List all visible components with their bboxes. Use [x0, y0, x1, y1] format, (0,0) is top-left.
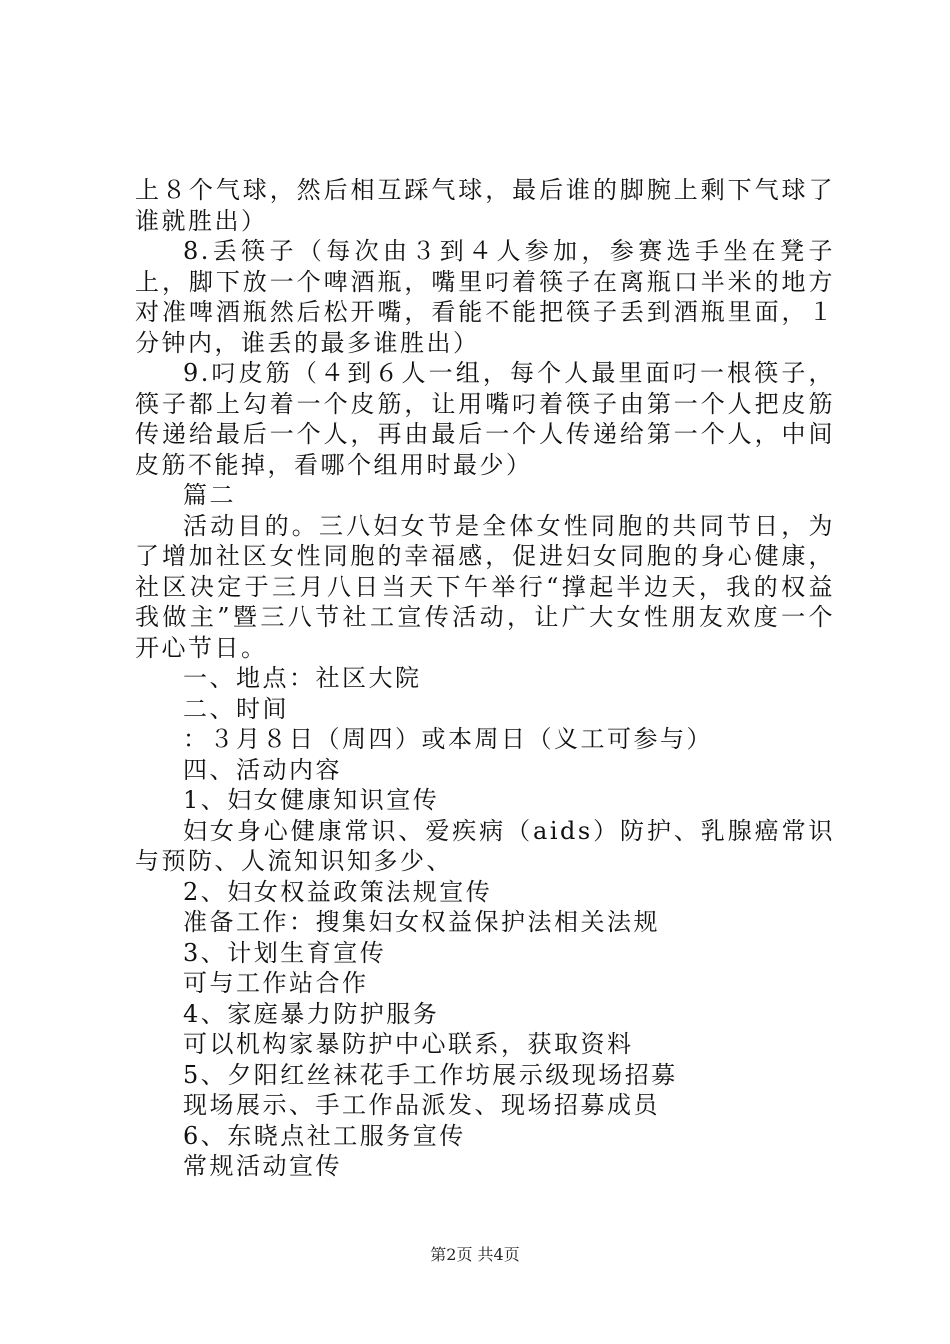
content-item-4-detail: 可以机构家暴防护中心联系，获取资料 [183, 1030, 634, 1058]
document-body [135, 175, 835, 1182]
content-item-6: 6、东晓点社工服务宣传 [183, 1121, 466, 1150]
content-item-3: 3、计划生育宣传 [183, 938, 387, 967]
item-location: 一、地点：社区大院 [183, 664, 422, 692]
paragraph-purpose: 活动目的。三八妇女节是全体女性同胞的共同节日，为了增加社区女性同胞的幸福感，促进妇女同胞的身心健康，社区决定于三月八日当天下午举行“撑起半边天，我的权益我做主”暨三八节社工宣传活动，让广大女性朋友欢度一个开心节日。 [135, 511, 835, 662]
content-item-5: 5、夕阳红丝袜花手工作坊展示级现场招募 [183, 1060, 678, 1089]
content-item-6-detail: 常规活动宣传 [183, 1152, 342, 1180]
content-item-2: 2、妇女权益政策法规宣传 [183, 877, 493, 906]
content-item-2-detail: 准备工作：搜集妇女权益保护法相关法规 [183, 908, 660, 936]
item-time-heading: 二、时间 [183, 694, 289, 723]
content-item-3-detail: 可与工作站合作 [183, 969, 369, 997]
page-number-footer: 第2页 共4页 [430, 1245, 520, 1264]
content-item-4: 4、家庭暴力防护服务 [183, 999, 440, 1028]
paragraph-2: 8.丢筷子（每次由３到４人参加，参赛选手坐在凳子上，脚下放一个啤酒瓶，嘴里叼着筷子在离瓶口半米的地方对准啤酒瓶然后松开嘴，看能不能把筷子丢到酒瓶里面，１分钟内，谁丢的最多谁胜出） [135, 237, 835, 357]
section-heading: 篇二 [183, 481, 236, 509]
content-item-1: 1、妇女健康知识宣传 [183, 786, 440, 814]
item-content-heading: 四、活动内容 [183, 755, 342, 784]
content-item-5-detail: 现场展示、手工作品派发、现场招募成员 [183, 1091, 660, 1119]
item-time-value: ：３月８日（周四）或本周日（义工可参与） [183, 725, 713, 753]
content-item-1-detail: 妇女身心健康常识、爱疾病（aids）防护、乳腺癌常识与预防、人流知识知多少、 [135, 816, 835, 875]
paragraph-1: 上８个气球，然后相互踩气球，最后谁的脚腕上剩下气球了谁就胜出） [135, 176, 835, 235]
paragraph-3: 9.叼皮筋（４到６人一组，每个人最里面叼一根筷子，筷子都上勾着一个皮筋，让用嘴叼着筷子由第一个人把皮筋传递给最后一个人，再由最后一个人传递给第一个人，中间皮筋不能掉，看哪个组用时最少） [135, 359, 835, 479]
